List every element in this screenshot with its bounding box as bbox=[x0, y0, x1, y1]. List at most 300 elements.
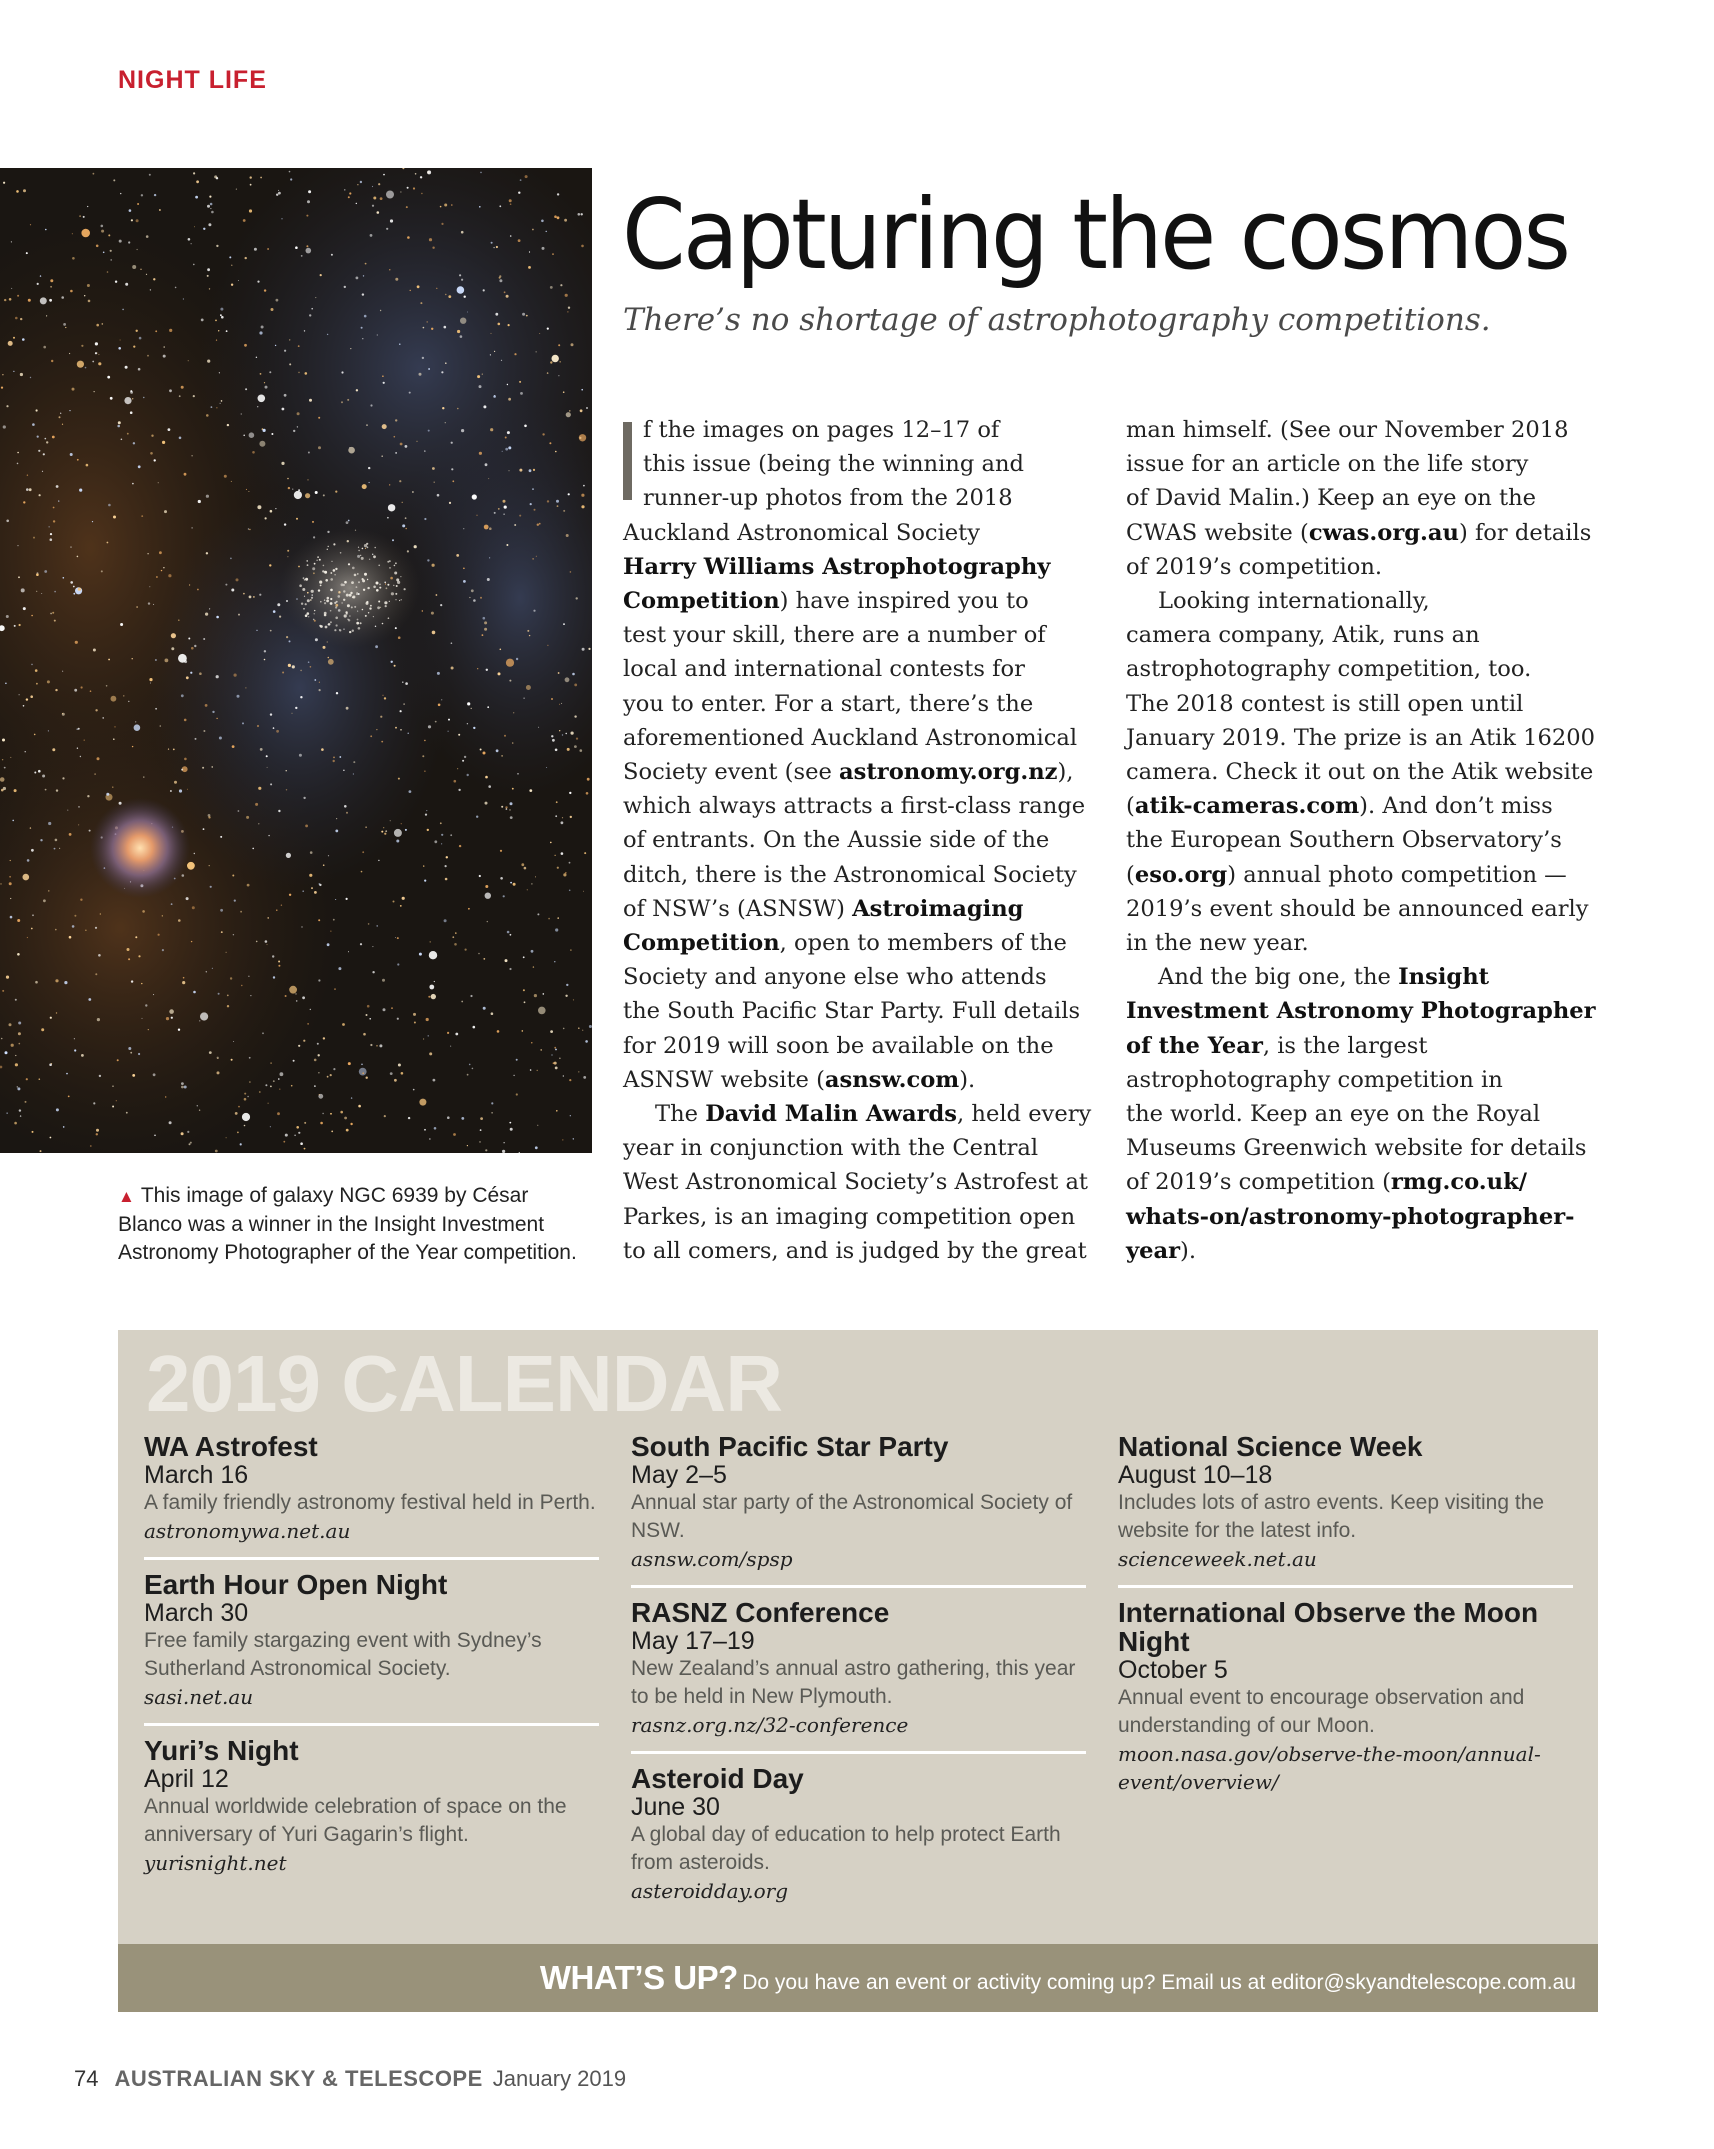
star bbox=[35, 669, 38, 672]
cluster-star bbox=[319, 581, 322, 584]
star bbox=[322, 1113, 323, 1114]
star bbox=[73, 593, 75, 595]
event-date: May 2–5 bbox=[631, 1461, 727, 1489]
star bbox=[556, 500, 559, 503]
star bbox=[40, 297, 47, 304]
star bbox=[39, 494, 41, 496]
star bbox=[220, 836, 222, 838]
star bbox=[300, 696, 302, 698]
calendar-title: 2019 CALENDAR bbox=[146, 1339, 783, 1428]
star bbox=[423, 865, 424, 866]
text-line: of 2019’s competition. bbox=[1126, 553, 1383, 580]
star bbox=[483, 405, 486, 408]
whats-up-text[interactable]: Do you have an event or activity coming up? Email us at editor@skyandtelescope.com.au bbox=[742, 1971, 1576, 1994]
star bbox=[215, 1150, 218, 1153]
text-span: ). And don’t miss bbox=[1359, 793, 1553, 820]
star bbox=[169, 389, 172, 392]
star bbox=[527, 889, 528, 890]
star bbox=[578, 1071, 579, 1072]
star bbox=[401, 823, 402, 824]
star bbox=[507, 431, 510, 434]
star bbox=[410, 290, 411, 291]
star bbox=[524, 1001, 526, 1003]
star bbox=[227, 1005, 229, 1007]
star bbox=[292, 665, 295, 668]
star bbox=[496, 246, 498, 248]
star bbox=[496, 749, 499, 752]
star bbox=[429, 1138, 430, 1139]
star bbox=[224, 475, 227, 478]
star bbox=[505, 959, 508, 962]
star bbox=[195, 196, 198, 199]
cluster-star bbox=[378, 565, 380, 567]
star bbox=[179, 437, 182, 440]
star bbox=[524, 425, 527, 428]
star bbox=[186, 676, 189, 679]
star bbox=[563, 1075, 564, 1076]
star bbox=[250, 995, 251, 996]
star bbox=[485, 463, 488, 466]
star bbox=[9, 1023, 12, 1026]
star bbox=[295, 707, 297, 709]
cluster-star bbox=[396, 578, 399, 581]
star bbox=[53, 520, 55, 522]
star bbox=[161, 570, 162, 571]
star bbox=[512, 742, 514, 744]
star bbox=[426, 321, 428, 323]
star bbox=[264, 382, 265, 383]
calendar-column-1 bbox=[144, 1432, 599, 1889]
star bbox=[162, 915, 163, 916]
star bbox=[586, 407, 588, 409]
star bbox=[361, 871, 363, 873]
cluster-star bbox=[396, 585, 398, 587]
star bbox=[216, 616, 219, 619]
event-url[interactable]: moon.nasa.gov/observe-the-moon/annual-event/overview/ bbox=[1118, 1742, 1541, 1794]
star bbox=[257, 406, 258, 407]
event-url[interactable]: yurisnight.net bbox=[144, 1851, 287, 1875]
star bbox=[562, 734, 563, 735]
star bbox=[108, 234, 110, 236]
event-description: A family friendly astronomy festival held in Perth. bbox=[144, 1491, 596, 1514]
star bbox=[270, 713, 272, 715]
event-url[interactable]: asteroidday.org bbox=[631, 1879, 788, 1903]
star bbox=[401, 1072, 404, 1075]
star bbox=[424, 518, 426, 520]
star bbox=[190, 1142, 192, 1144]
star bbox=[23, 705, 25, 707]
star bbox=[77, 459, 79, 461]
star bbox=[394, 829, 402, 837]
event-url[interactable]: sasi.net.au bbox=[144, 1685, 254, 1709]
text-line: local and international contests for bbox=[623, 656, 1025, 683]
star bbox=[296, 1126, 299, 1129]
star bbox=[457, 768, 458, 769]
star bbox=[300, 1142, 303, 1145]
cluster-star bbox=[334, 629, 336, 631]
star bbox=[137, 203, 139, 205]
star bbox=[173, 749, 175, 751]
star bbox=[31, 664, 33, 666]
star bbox=[261, 326, 264, 329]
star bbox=[483, 958, 485, 960]
star bbox=[487, 921, 488, 922]
star bbox=[484, 628, 487, 631]
star bbox=[56, 1108, 59, 1111]
bold-text: Insight bbox=[1398, 964, 1490, 991]
star bbox=[90, 690, 92, 692]
cluster-star bbox=[395, 593, 397, 595]
star bbox=[86, 464, 89, 467]
star bbox=[413, 187, 415, 189]
star bbox=[362, 1072, 364, 1074]
star bbox=[94, 773, 95, 774]
star bbox=[25, 751, 26, 752]
star bbox=[192, 906, 195, 909]
star bbox=[27, 475, 28, 476]
star bbox=[484, 621, 487, 624]
text-line: for 2019 will soon be available on the bbox=[623, 1032, 1054, 1059]
star bbox=[400, 905, 402, 907]
star bbox=[12, 820, 14, 822]
star bbox=[36, 683, 38, 685]
star bbox=[72, 233, 73, 234]
star bbox=[81, 686, 83, 688]
star bbox=[448, 295, 451, 298]
star bbox=[286, 770, 287, 771]
star bbox=[42, 471, 43, 472]
cluster-star bbox=[303, 608, 305, 610]
star bbox=[50, 533, 52, 535]
star bbox=[252, 451, 255, 454]
star bbox=[231, 284, 233, 286]
star bbox=[296, 1000, 298, 1002]
star bbox=[195, 738, 197, 740]
star bbox=[446, 856, 448, 858]
star bbox=[270, 630, 272, 632]
star bbox=[558, 375, 559, 376]
star bbox=[555, 928, 558, 931]
star bbox=[557, 867, 559, 869]
star bbox=[43, 453, 45, 455]
star bbox=[377, 334, 378, 335]
star bbox=[209, 196, 211, 198]
event-url[interactable]: rasnz.org.nz/32-conference bbox=[631, 1713, 909, 1737]
cluster-star bbox=[311, 597, 313, 599]
star bbox=[564, 219, 567, 222]
star bbox=[458, 789, 460, 791]
star bbox=[485, 885, 488, 888]
text-span: ASNSW website ( bbox=[623, 1066, 825, 1093]
star bbox=[366, 424, 368, 426]
event-url[interactable]: scienceweek.net.au bbox=[1118, 1547, 1317, 1571]
cluster-star bbox=[366, 602, 369, 605]
star bbox=[56, 789, 58, 791]
article-column-1 bbox=[623, 413, 1093, 1268]
star bbox=[278, 190, 279, 191]
star bbox=[305, 493, 310, 498]
cluster-star bbox=[330, 621, 332, 623]
star bbox=[500, 649, 502, 651]
event-date: May 17–19 bbox=[631, 1627, 755, 1655]
star bbox=[565, 995, 567, 997]
event-name: National Science Week bbox=[1118, 1431, 1423, 1462]
star bbox=[182, 981, 185, 984]
star bbox=[128, 1047, 131, 1050]
star bbox=[348, 196, 350, 198]
star bbox=[409, 790, 412, 793]
star bbox=[555, 451, 557, 453]
star bbox=[459, 845, 461, 847]
bold-text: of the Year bbox=[1126, 1032, 1263, 1059]
star bbox=[203, 228, 205, 230]
star bbox=[198, 500, 201, 503]
star bbox=[95, 927, 97, 929]
star bbox=[424, 880, 426, 882]
star bbox=[429, 985, 434, 990]
star bbox=[168, 428, 171, 431]
star bbox=[17, 545, 18, 546]
star bbox=[463, 568, 465, 570]
calendar-column-3 bbox=[1118, 1432, 1573, 1808]
bold-text: cwas.org.au bbox=[1308, 519, 1459, 546]
star bbox=[169, 1121, 172, 1124]
star bbox=[441, 699, 442, 700]
text-line: the South Pacific Star Party. Full details bbox=[623, 998, 1081, 1025]
star bbox=[281, 905, 282, 906]
star bbox=[551, 698, 553, 700]
star bbox=[523, 956, 525, 958]
star bbox=[92, 361, 94, 363]
star bbox=[441, 834, 443, 836]
text-line: Museums Greenwich website for details bbox=[1126, 1135, 1587, 1162]
star bbox=[457, 286, 465, 294]
star bbox=[270, 1062, 272, 1064]
star bbox=[428, 368, 430, 370]
star bbox=[581, 505, 584, 508]
star bbox=[95, 352, 97, 354]
cluster-star bbox=[401, 599, 402, 600]
star bbox=[295, 246, 298, 249]
star bbox=[321, 748, 324, 751]
star bbox=[381, 831, 383, 833]
star bbox=[565, 294, 568, 297]
star bbox=[318, 1094, 323, 1099]
star bbox=[112, 1086, 113, 1087]
star bbox=[455, 932, 457, 934]
star bbox=[276, 299, 279, 302]
star bbox=[78, 728, 80, 730]
star bbox=[431, 328, 433, 330]
star bbox=[565, 677, 570, 682]
star bbox=[50, 1017, 52, 1019]
star bbox=[519, 515, 521, 517]
star bbox=[273, 976, 275, 978]
star bbox=[101, 225, 104, 228]
cluster-star bbox=[362, 548, 364, 550]
star bbox=[380, 716, 382, 718]
star bbox=[462, 760, 464, 762]
star bbox=[87, 206, 88, 207]
star bbox=[534, 509, 536, 511]
star bbox=[509, 1122, 511, 1124]
star bbox=[317, 1043, 319, 1045]
star bbox=[243, 219, 246, 222]
star bbox=[501, 755, 503, 757]
star bbox=[440, 206, 442, 208]
star bbox=[422, 755, 424, 757]
star bbox=[571, 732, 574, 735]
star bbox=[437, 672, 440, 675]
star bbox=[77, 556, 79, 558]
star bbox=[567, 311, 568, 312]
star bbox=[306, 215, 308, 217]
star bbox=[467, 774, 469, 776]
star bbox=[288, 664, 291, 667]
star bbox=[18, 576, 20, 578]
star bbox=[17, 452, 19, 454]
star bbox=[107, 376, 110, 379]
star bbox=[78, 588, 81, 591]
star bbox=[557, 505, 559, 507]
star bbox=[32, 1131, 34, 1133]
star bbox=[294, 1135, 296, 1137]
star bbox=[309, 874, 312, 877]
cluster-star bbox=[379, 587, 381, 589]
star bbox=[480, 1129, 482, 1131]
event-description: Annual star party of the Astronomical Society of NSW. bbox=[631, 1491, 1073, 1542]
bold-text: atik-cameras.com bbox=[1134, 793, 1360, 820]
text-line: Auckland Astronomical Society bbox=[623, 519, 981, 546]
star bbox=[215, 320, 217, 322]
star bbox=[50, 1137, 52, 1139]
event-date: March 30 bbox=[144, 1599, 249, 1627]
star bbox=[194, 853, 195, 854]
star bbox=[582, 1030, 583, 1031]
star bbox=[231, 265, 232, 266]
star bbox=[149, 174, 151, 176]
star bbox=[581, 245, 584, 248]
star bbox=[193, 395, 195, 397]
star bbox=[19, 694, 20, 695]
star bbox=[163, 346, 165, 348]
star bbox=[417, 285, 420, 288]
star bbox=[447, 1116, 450, 1119]
star bbox=[181, 694, 184, 697]
star bbox=[220, 909, 223, 912]
star bbox=[289, 171, 291, 173]
star bbox=[226, 952, 227, 953]
star bbox=[483, 1007, 486, 1010]
star bbox=[25, 1101, 27, 1103]
star bbox=[505, 806, 507, 808]
cluster-star bbox=[368, 612, 369, 613]
star bbox=[209, 288, 210, 289]
star bbox=[318, 919, 320, 921]
bold-text: whats-on/astronomy-photographer- bbox=[1126, 1203, 1575, 1230]
star bbox=[250, 176, 252, 178]
star bbox=[132, 1074, 135, 1077]
star bbox=[165, 1096, 166, 1097]
star bbox=[347, 540, 349, 542]
star bbox=[570, 1115, 571, 1116]
star bbox=[310, 666, 312, 668]
star bbox=[153, 1073, 156, 1076]
star bbox=[497, 1030, 500, 1033]
star bbox=[18, 1032, 21, 1035]
star bbox=[191, 243, 192, 244]
star bbox=[231, 589, 234, 592]
star bbox=[397, 963, 399, 965]
star bbox=[1, 789, 4, 792]
cluster-star bbox=[391, 592, 394, 595]
text-line: this issue (being the winning and bbox=[643, 451, 1024, 478]
star bbox=[483, 617, 486, 620]
star bbox=[59, 416, 61, 418]
star bbox=[163, 355, 166, 358]
star bbox=[494, 351, 495, 352]
star bbox=[102, 717, 104, 719]
event-name: Earth Hour Open Night bbox=[144, 1569, 448, 1600]
star bbox=[125, 283, 128, 286]
star bbox=[330, 931, 331, 932]
star bbox=[138, 465, 141, 468]
event-name: WA Astrofest bbox=[144, 1431, 318, 1462]
star bbox=[359, 1068, 367, 1076]
star bbox=[570, 571, 572, 573]
star bbox=[14, 1122, 17, 1125]
star bbox=[569, 792, 571, 794]
star bbox=[194, 226, 195, 227]
star bbox=[87, 284, 90, 287]
star bbox=[344, 805, 347, 808]
star bbox=[368, 467, 370, 469]
star bbox=[169, 329, 172, 332]
cluster-star bbox=[325, 579, 328, 582]
text-line: ditch, there is the Astronomical Society bbox=[623, 861, 1077, 888]
star bbox=[270, 1086, 272, 1088]
star bbox=[136, 606, 138, 608]
event-url[interactable]: asnsw.com/spsp bbox=[631, 1547, 793, 1571]
star bbox=[485, 893, 491, 899]
star bbox=[34, 772, 36, 774]
star bbox=[21, 588, 25, 592]
text-line: year in conjunction with the Central bbox=[623, 1135, 1039, 1162]
star bbox=[574, 745, 577, 748]
star bbox=[0, 777, 5, 782]
star bbox=[65, 327, 66, 328]
cluster-star bbox=[367, 579, 368, 580]
star bbox=[45, 229, 47, 231]
event-name: RASNZ Conference bbox=[631, 1597, 890, 1628]
star bbox=[583, 485, 585, 487]
cluster-star bbox=[394, 565, 396, 567]
star bbox=[504, 735, 506, 737]
star bbox=[9, 298, 12, 301]
star bbox=[509, 968, 511, 970]
star bbox=[311, 308, 313, 310]
event-name: International Observe the Moon Night bbox=[1118, 1597, 1539, 1657]
cluster-star bbox=[314, 563, 316, 565]
star bbox=[547, 328, 549, 330]
cluster-star bbox=[360, 622, 362, 624]
event-url[interactable]: astronomywa.net.au bbox=[144, 1519, 351, 1543]
star bbox=[500, 850, 502, 852]
bold-text: Astroimaging bbox=[852, 895, 1024, 922]
star bbox=[69, 353, 70, 354]
cluster-star bbox=[333, 543, 335, 545]
star bbox=[120, 340, 121, 341]
